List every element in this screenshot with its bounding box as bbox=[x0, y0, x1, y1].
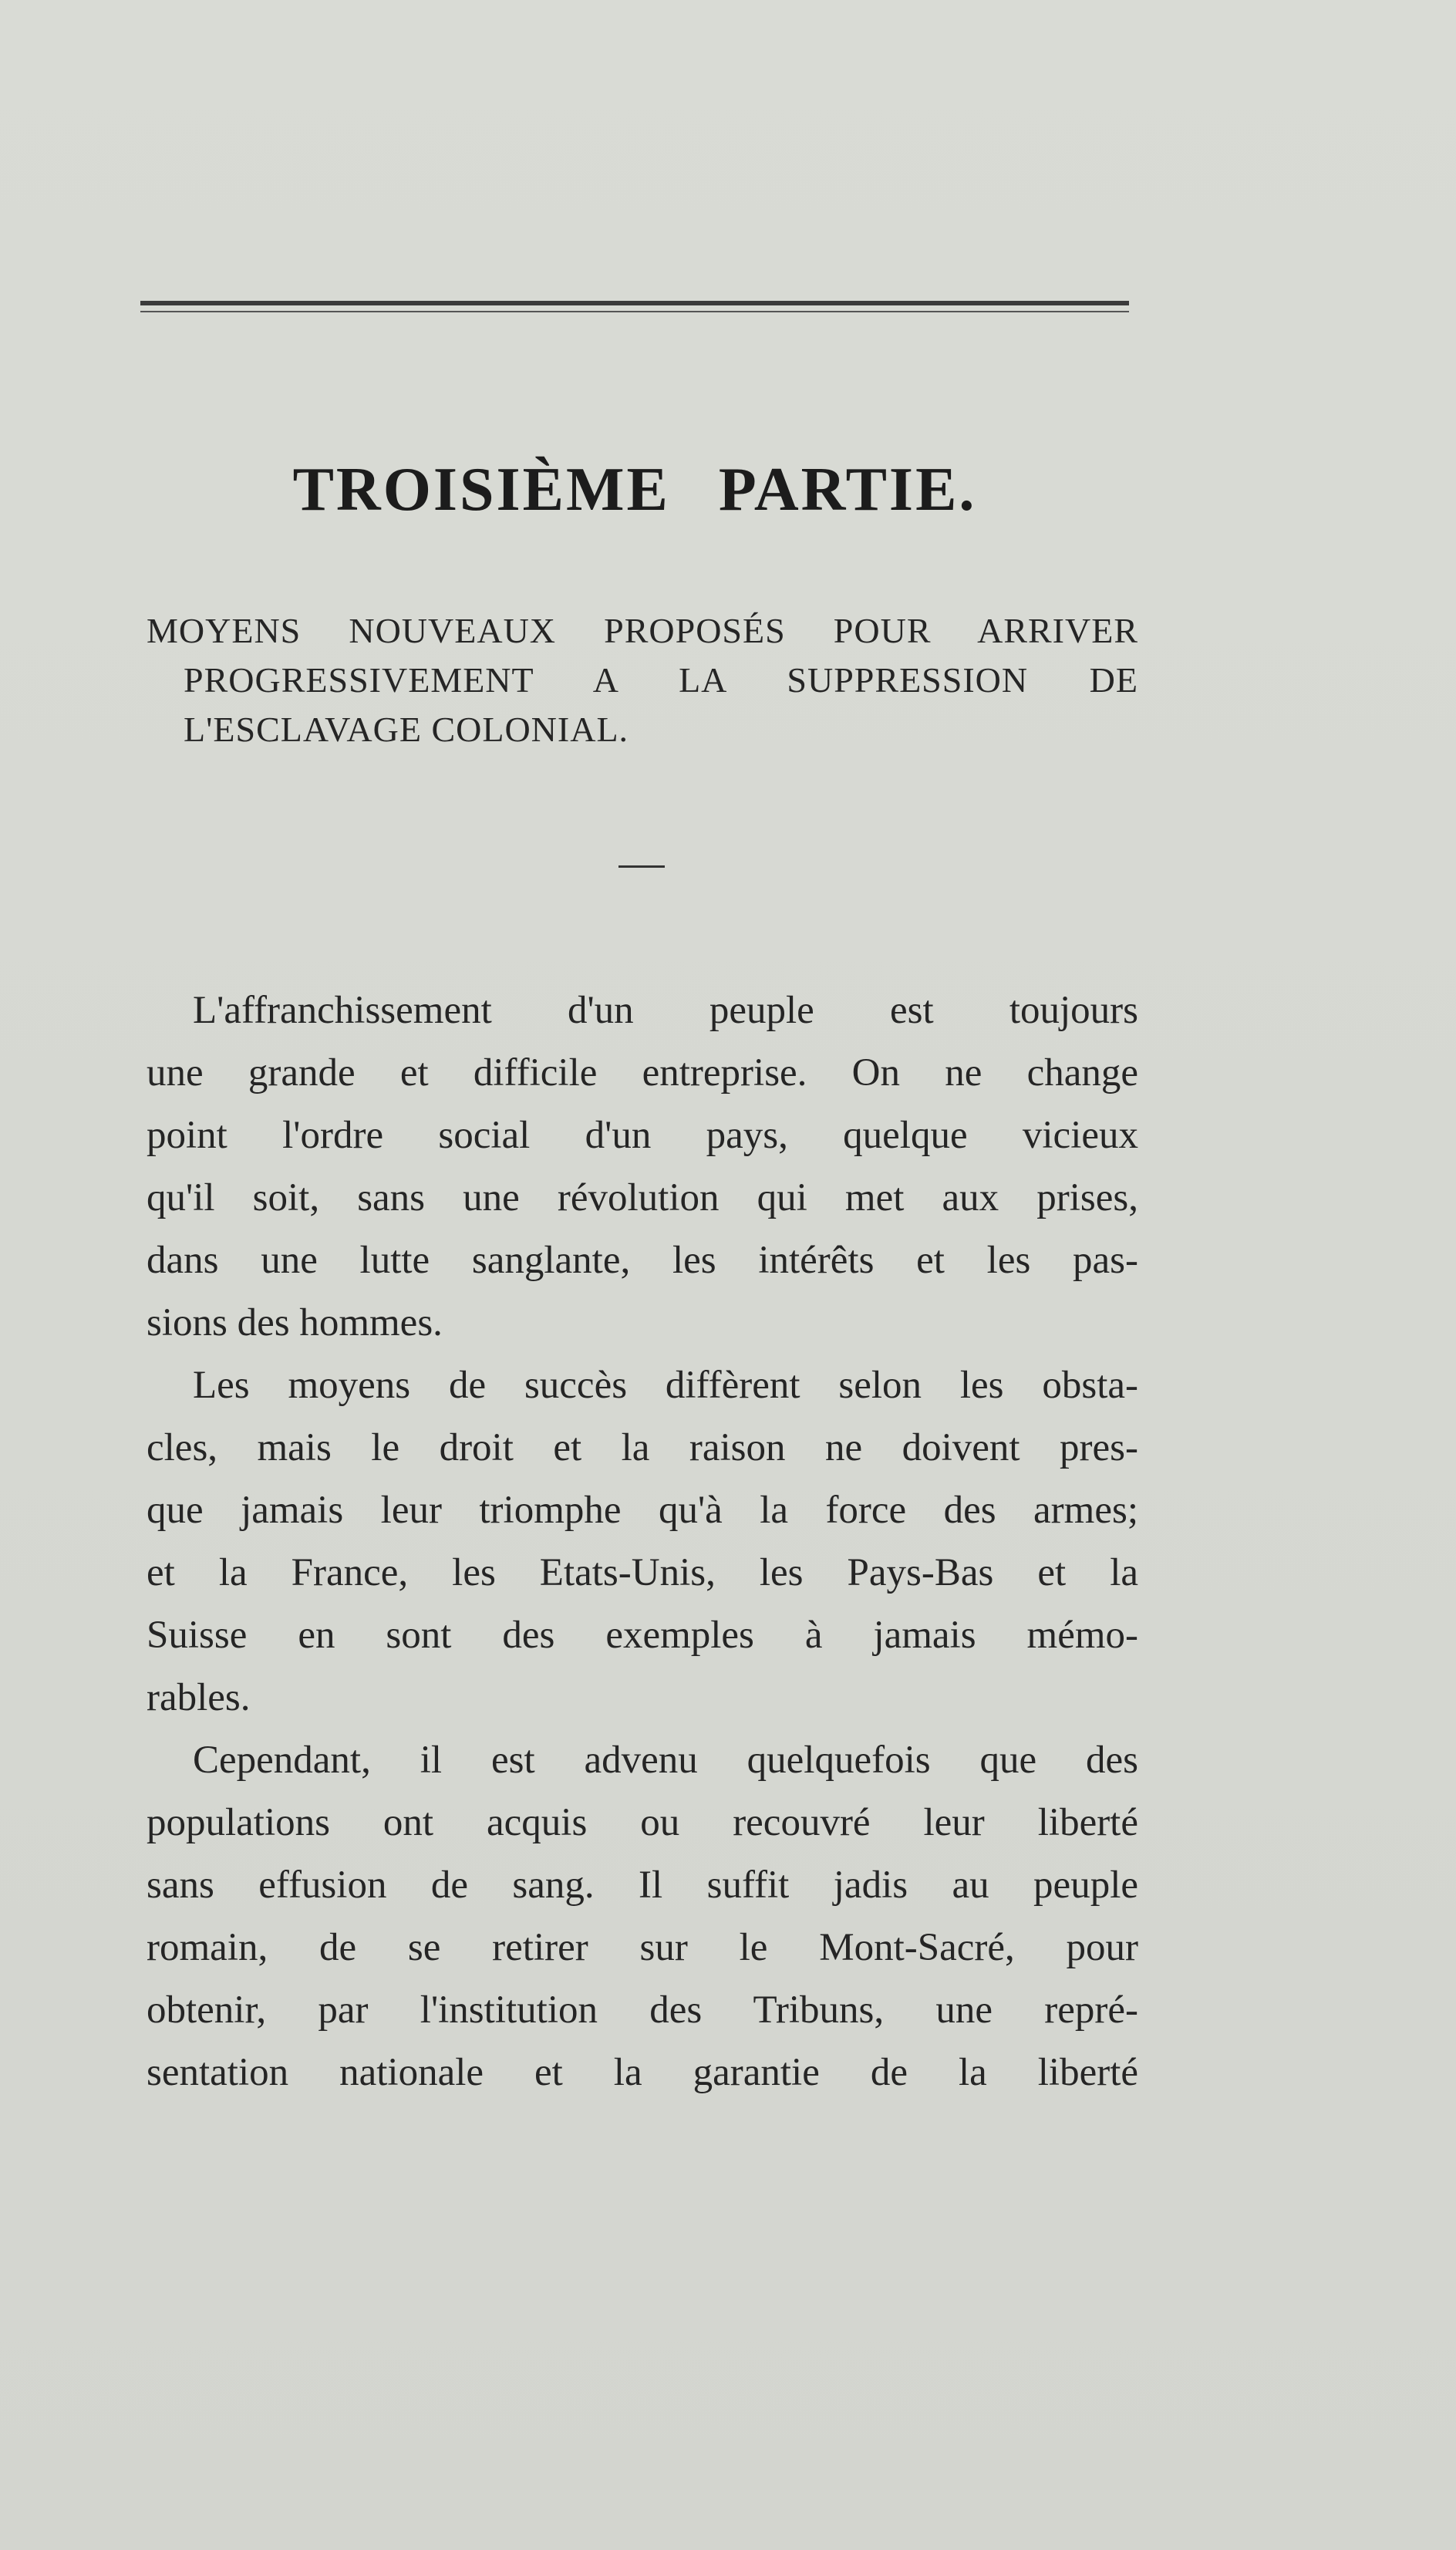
paragraph-line: que jamais leur triomphe qu'à la force des armes; bbox=[147, 1489, 1138, 1532]
paragraph-line: L'affranchissement d'un peuple est toujours bbox=[193, 989, 1138, 1032]
part-title: TROISIÈME PARTIE. bbox=[292, 456, 977, 524]
subtitle-line-2: PROGRESSIVEMENT A LA SUPPRESSION DE bbox=[184, 660, 1138, 700]
paragraph-line: et la France, les Etats-Unis, les Pays-Bas et la bbox=[147, 1551, 1138, 1594]
paragraph-line: qu'il soit, sans une révolution qui met aux prises, bbox=[147, 1176, 1138, 1219]
paragraph-line: point l'ordre social d'un pays, quelque vicieux bbox=[147, 1114, 1138, 1157]
paragraph-line: populations ont acquis ou recouvré leur liberté bbox=[147, 1801, 1138, 1844]
paragraph-2 bbox=[147, 1354, 1138, 1729]
paragraph-line: Les moyens de succès diffèrent selon les obsta- bbox=[193, 1364, 1138, 1407]
paragraph-line: sions des hommes. bbox=[147, 1301, 443, 1344]
subtitle-line-3: L'ESCLAVAGE COLONIAL. bbox=[184, 710, 629, 749]
paragraph-line: sans effusion de sang. Il suffit jadis au peuple bbox=[147, 1864, 1138, 1907]
header-rule-thick bbox=[140, 301, 1129, 305]
paragraph-line: cles, mais le droit et la raison ne doivent pres- bbox=[147, 1426, 1138, 1469]
paragraph-line: sentation nationale et la garantie de la liberté bbox=[147, 2051, 1138, 2094]
body-text bbox=[147, 980, 1138, 2104]
paragraph-line: Cependant, il est advenu quelquefois que des bbox=[193, 1739, 1138, 1782]
paragraph-line: une grande et difficile entreprise. On ne change bbox=[147, 1051, 1138, 1095]
paragraph-line: romain, de se retirer sur le Mont-Sacré, pour bbox=[147, 1926, 1138, 1969]
paragraph-3 bbox=[147, 1729, 1138, 2104]
part-subtitle bbox=[147, 606, 1138, 754]
header-rule-thin bbox=[140, 311, 1129, 312]
section-separator bbox=[618, 865, 665, 868]
paragraph-line: rables. bbox=[147, 1676, 251, 1719]
paragraph-1 bbox=[147, 980, 1138, 1354]
paragraph-line: obtenir, par l'institution des Tribuns, une repré- bbox=[147, 1988, 1138, 2032]
subtitle-line-1: MOYENS NOUVEAUX PROPOSÉS POUR ARRIVER bbox=[147, 611, 1138, 650]
paragraph-line: dans une lutte sanglante, les intérêts et les pas- bbox=[147, 1239, 1138, 1282]
paragraph-line: Suisse en sont des exemples à jamais mémo- bbox=[147, 1614, 1138, 1657]
